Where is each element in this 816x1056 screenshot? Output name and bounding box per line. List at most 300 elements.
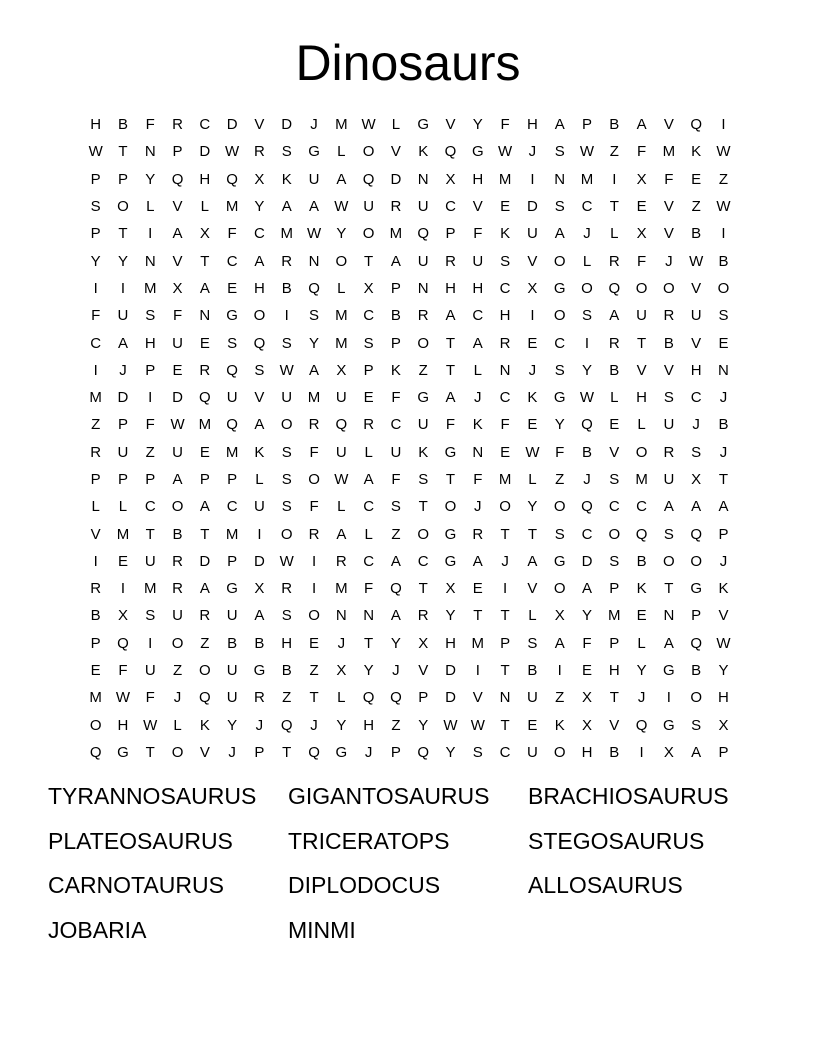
grid-letter: F <box>582 634 592 652</box>
grid-letter: M <box>635 471 648 488</box>
grid-letter: O <box>553 252 566 270</box>
grid-letter: P <box>227 552 238 570</box>
grid-letter: Z <box>609 143 619 161</box>
grid-letter: L <box>610 225 619 243</box>
grid-row <box>82 684 742 711</box>
grid-letter: K <box>636 580 647 598</box>
grid-letter: C <box>199 116 211 134</box>
grid-letter: O <box>89 716 102 734</box>
grid-letter: U <box>144 662 156 680</box>
grid-letter: W <box>579 389 595 407</box>
grid-letter: Q <box>608 279 621 297</box>
grid-letter: Q <box>362 170 375 188</box>
grid-letter: Y <box>309 334 320 352</box>
grid-letter: H <box>254 279 265 297</box>
grid-letter: R <box>417 307 429 325</box>
grid-letter: R <box>663 443 675 461</box>
grid-letter: T <box>200 252 210 270</box>
grid-row <box>82 220 742 247</box>
grid-letter: O <box>171 743 184 761</box>
grid-letter: V <box>445 116 456 134</box>
grid-letter: X <box>636 225 647 243</box>
grid-letter: Q <box>117 634 129 652</box>
grid-letter: N <box>554 170 566 188</box>
grid-letter: S <box>145 607 156 625</box>
grid-letter: Q <box>226 361 238 379</box>
grid-letter: O <box>362 225 375 243</box>
grid-letter: G <box>553 552 566 570</box>
grid-letter: Q <box>690 525 703 543</box>
grid-letter: A <box>718 498 729 516</box>
grid-letter: F <box>309 498 319 516</box>
grid-letter: X <box>199 225 210 243</box>
grid-letter: W <box>334 471 349 488</box>
grid-letter: W <box>279 552 294 570</box>
grid-letter: W <box>306 225 322 243</box>
grid-letter: G <box>253 662 266 680</box>
grid-letter: K <box>281 170 292 188</box>
grid-letter: V <box>663 225 674 243</box>
grid-letter: G <box>117 743 129 761</box>
grid-letter: W <box>716 198 731 216</box>
grid-letter: P <box>90 170 101 188</box>
grid-letter: L <box>337 689 346 707</box>
grid-letter: Q <box>226 170 238 188</box>
grid-letter: I <box>721 225 726 243</box>
grid-letter: H <box>445 279 456 297</box>
grid-letter: T <box>282 743 292 761</box>
grid-letter: C <box>363 498 375 516</box>
grid-letter: I <box>557 662 562 680</box>
grid-letter: U <box>335 389 347 407</box>
grid-letter: K <box>718 580 729 598</box>
grid-letter: D <box>199 552 211 570</box>
grid-letter: G <box>417 116 430 134</box>
grid-letter: U <box>117 443 129 461</box>
grid-row <box>82 602 742 629</box>
grid-letter: B <box>117 116 128 134</box>
grid-letter: Q <box>581 416 593 434</box>
grid-letter: D <box>445 689 456 707</box>
grid-letter: S <box>554 143 565 161</box>
grid-letter: J <box>310 116 318 134</box>
grid-letter: X <box>636 170 647 188</box>
grid-letter: B <box>609 743 620 761</box>
grid-letter: V <box>718 607 729 625</box>
grid-letter: V <box>609 716 620 734</box>
word-list-item: TYRANNOSAURUS <box>48 783 257 809</box>
grid-letter: Z <box>691 198 701 216</box>
grid-letter: E <box>691 170 702 188</box>
grid-letter: A <box>199 498 210 516</box>
grid-letter: U <box>335 443 347 461</box>
grid-letter: G <box>226 580 238 598</box>
grid-letter: C <box>90 334 102 352</box>
grid-letter: C <box>226 498 238 516</box>
grid-row <box>82 493 742 520</box>
grid-letter: Q <box>581 498 593 516</box>
grid-letter: A <box>199 279 210 297</box>
grid-letter: L <box>364 443 373 461</box>
grid-letter: S <box>718 307 729 325</box>
grid-letter: A <box>363 471 374 488</box>
grid-letter: X <box>554 607 565 625</box>
grid-letter: I <box>93 279 98 297</box>
grid-letter: J <box>583 225 591 243</box>
grid-letter: F <box>555 443 565 461</box>
grid-letter: B <box>718 416 729 434</box>
grid-letter: O <box>553 743 566 761</box>
grid-letter: O <box>499 498 511 516</box>
grid-letter: P <box>581 116 592 134</box>
grid-letter: O <box>280 416 293 434</box>
grid-letter: G <box>444 552 457 570</box>
grid-letter: O <box>444 498 457 516</box>
grid-letter: M <box>498 170 512 188</box>
grid-letter: W <box>225 143 240 161</box>
grid-letter: G <box>663 662 675 680</box>
grid-letter: W <box>716 634 731 652</box>
grid-letter: A <box>309 361 320 379</box>
grid-letter: Y <box>390 634 401 652</box>
grid-row <box>82 520 742 547</box>
grid-letter: V <box>527 580 538 598</box>
grid-letter: A <box>390 607 401 625</box>
grid-letter: H <box>445 634 456 652</box>
grid-letter: S <box>581 307 592 325</box>
grid-letter: W <box>170 416 185 434</box>
grid-letter: R <box>172 580 183 598</box>
grid-letter: P <box>718 743 729 761</box>
grid-letter: X <box>581 716 592 734</box>
grid-letter: J <box>637 689 646 707</box>
grid-letter: S <box>363 334 374 352</box>
grid-letter: M <box>389 225 403 243</box>
grid-letter: A <box>445 389 456 407</box>
grid-letter: Q <box>390 689 402 707</box>
grid-letter: L <box>200 198 209 216</box>
grid-letter: W <box>88 143 103 161</box>
grid-letter: A <box>172 225 183 243</box>
grid-letter: S <box>309 307 320 325</box>
grid-letter: C <box>636 498 647 516</box>
grid-letter: W <box>143 716 158 734</box>
grid-letter: W <box>361 116 376 134</box>
grid-letter: R <box>254 689 265 707</box>
grid-letter: T <box>145 525 155 543</box>
grid-letter: A <box>281 198 292 216</box>
grid-letter: N <box>417 279 429 297</box>
grid-letter: R <box>390 198 402 216</box>
grid-letter: V <box>663 116 674 134</box>
grid-letter: P <box>718 525 729 543</box>
grid-letter: S <box>281 143 292 161</box>
grid-letter: F <box>473 225 483 243</box>
grid-letter: Y <box>418 716 429 734</box>
grid-letter: N <box>144 252 156 270</box>
grid-letter: Y <box>363 662 374 680</box>
grid-letter: A <box>663 634 674 652</box>
grid-row <box>82 712 742 739</box>
grid-letter: U <box>226 689 238 707</box>
grid-letter: H <box>608 662 620 680</box>
grid-letter: Y <box>445 607 456 625</box>
grid-letter: D <box>281 116 293 134</box>
grid-letter: F <box>145 116 155 134</box>
grid-letter: L <box>582 252 592 270</box>
grid-letter: M <box>225 525 239 543</box>
grid-letter: P <box>418 689 429 707</box>
grid-letter: U <box>417 416 429 434</box>
word-list-item: ALLOSAURUS <box>528 872 683 898</box>
grid-letter: Q <box>308 743 320 761</box>
grid-letter: Y <box>145 170 156 188</box>
grid-letter: T <box>118 225 128 243</box>
grid-letter: U <box>417 198 429 216</box>
grid-letter: P <box>90 634 101 652</box>
grid-letter: R <box>254 143 265 161</box>
grid-letter: C <box>554 334 566 352</box>
grid-letter: U <box>472 252 484 270</box>
grid-letter: Q <box>362 689 375 707</box>
grid-letter: D <box>172 389 183 407</box>
grid-letter: D <box>199 143 211 161</box>
grid-letter: T <box>500 607 510 625</box>
grid-letter: F <box>637 143 647 161</box>
grid-letter: Y <box>581 361 592 379</box>
grid-letter: H <box>718 689 729 707</box>
grid-letter: J <box>119 361 127 379</box>
grid-letter: N <box>335 607 347 625</box>
grid-letter: M <box>225 198 239 216</box>
grid-letter: L <box>255 471 264 488</box>
grid-letter: L <box>473 361 482 379</box>
grid-letter: A <box>691 498 702 516</box>
grid-letter: N <box>144 143 156 161</box>
grid-letter: X <box>445 580 456 598</box>
grid-letter: U <box>417 252 429 270</box>
grid-letter: I <box>612 170 617 188</box>
grid-letter: N <box>499 361 511 379</box>
grid-row <box>82 275 742 302</box>
grid-letter: X <box>172 279 183 297</box>
grid-letter: N <box>199 307 211 325</box>
grid-letter: V <box>527 252 538 270</box>
grid-letter: P <box>390 334 401 352</box>
grid-letter: E <box>581 662 592 680</box>
grid-letter: Z <box>309 662 319 680</box>
grid-letter: I <box>148 389 153 407</box>
grid-letter: U <box>636 307 647 325</box>
grid-letter: G <box>690 580 703 598</box>
grid-letter: K <box>254 443 265 461</box>
grid-letter: E <box>500 443 511 461</box>
grid-letter: M <box>143 279 157 297</box>
grid-letter: M <box>335 307 348 325</box>
grid-letter: A <box>663 498 674 516</box>
grid-letter: T <box>718 471 729 488</box>
grid-letter: O <box>635 279 648 297</box>
grid-letter: Q <box>89 743 102 761</box>
grid-letter: U <box>281 389 293 407</box>
grid-letter: W <box>716 143 731 161</box>
grid-letter: Y <box>336 225 347 243</box>
grid-letter: Z <box>282 689 292 707</box>
grid-letter: X <box>581 689 592 707</box>
grid-letter: V <box>691 334 702 352</box>
grid-letter: L <box>637 634 646 652</box>
grid-letter: E <box>309 634 320 652</box>
word-list-item: CARNOTAURUS <box>48 872 224 898</box>
grid-letter: I <box>93 361 98 379</box>
grid-letter: T <box>609 198 619 216</box>
grid-letter: A <box>609 307 620 325</box>
grid-letter: H <box>199 170 211 188</box>
grid-letter: J <box>228 743 236 761</box>
grid-letter: G <box>471 143 484 161</box>
grid-letter: S <box>472 743 483 761</box>
grid-letter: R <box>663 307 675 325</box>
grid-letter: W <box>525 443 540 461</box>
grid-letter: R <box>281 580 293 598</box>
grid-letter: E <box>363 389 374 407</box>
grid-letter: Z <box>391 525 401 543</box>
grid-letter: P <box>691 607 702 625</box>
grid-letter: L <box>337 279 346 297</box>
word-list-item: BRACHIOSAURUS <box>528 783 729 809</box>
grid-letter: F <box>500 116 510 134</box>
grid-letter: J <box>528 361 537 379</box>
grid-letter: U <box>526 689 538 707</box>
grid-letter: R <box>335 552 347 570</box>
grid-letter: F <box>445 416 456 434</box>
grid-letter: E <box>227 279 238 297</box>
grid-letter: A <box>636 116 647 134</box>
word-list-item: MINMI <box>288 916 356 943</box>
grid-letter: F <box>473 471 483 488</box>
grid-letter: K <box>527 389 538 407</box>
grid-letter: P <box>117 416 128 434</box>
grid-letter: A <box>554 225 565 243</box>
grid-letter: T <box>664 580 674 598</box>
grid-letter: C <box>226 252 238 270</box>
grid-letter: R <box>172 116 183 134</box>
grid-letter: M <box>143 580 157 598</box>
grid-letter: R <box>199 607 211 625</box>
grid-letter: D <box>117 389 129 407</box>
grid-letter: V <box>472 198 483 216</box>
grid-letter: H <box>472 170 484 188</box>
grid-letter: L <box>364 525 373 543</box>
grid-letter: T <box>500 525 510 543</box>
grid-letter: P <box>445 225 456 243</box>
grid-letter: J <box>501 552 509 570</box>
grid-letter: J <box>173 689 182 707</box>
grid-letter: U <box>172 607 183 625</box>
grid-letter: S <box>418 471 429 488</box>
grid-letter: E <box>90 662 101 680</box>
grid-letter: Q <box>308 279 320 297</box>
grid-letter: I <box>721 116 726 134</box>
word-list <box>48 774 768 952</box>
grid-letter: H <box>636 389 647 407</box>
grid-row <box>82 247 742 274</box>
grid-letter: M <box>335 334 348 352</box>
grid-letter: P <box>227 471 238 488</box>
grid-letter: J <box>255 716 264 734</box>
grid-letter: S <box>554 198 565 216</box>
grid-letter: D <box>226 116 238 134</box>
grid-letter: S <box>281 443 292 461</box>
grid-letter: O <box>335 252 348 270</box>
grid-letter: A <box>445 307 456 325</box>
grid-letter: B <box>609 116 620 134</box>
grid-letter: F <box>309 443 319 461</box>
grid-letter: V <box>172 252 183 270</box>
grid-letter: Z <box>555 471 565 488</box>
grid-letter: O <box>199 662 211 680</box>
grid-letter: L <box>528 607 537 625</box>
grid-letter: F <box>145 689 155 707</box>
grid-letter: A <box>336 170 347 188</box>
grid-letter: O <box>417 334 430 352</box>
grid-letter: P <box>390 279 401 297</box>
grid-letter: Q <box>417 743 430 761</box>
grid-letter: O <box>171 634 184 652</box>
page-title: Dinosaurs <box>295 35 521 91</box>
grid-letter: Q <box>226 416 238 434</box>
grid-letter: R <box>308 525 320 543</box>
grid-letter: S <box>691 716 702 734</box>
grid-letter: W <box>579 143 595 161</box>
grid-letter: T <box>200 525 210 543</box>
word-list-item: STEGOSAURUS <box>528 827 705 854</box>
grid-letter: N <box>718 361 729 379</box>
grid-letter: F <box>391 389 401 407</box>
grid-letter: R <box>172 552 183 570</box>
grid-letter: D <box>526 198 538 216</box>
grid-letter: V <box>609 443 620 461</box>
grid-letter: V <box>663 198 674 216</box>
grid-letter: S <box>691 443 702 461</box>
grid-letter: H <box>472 279 484 297</box>
grid-letter: S <box>390 498 401 516</box>
grid-letter: F <box>500 416 510 434</box>
grid-letter: A <box>554 116 565 134</box>
grid-letter: O <box>553 580 566 598</box>
grid-letter: K <box>691 143 702 161</box>
grid-letter: T <box>418 580 428 598</box>
grid-letter: I <box>284 307 289 325</box>
grid-letter: O <box>553 498 566 516</box>
grid-letter: E <box>527 416 538 434</box>
grid-letter: Z <box>172 662 183 680</box>
grid-letter: T <box>418 498 428 516</box>
grid-letter: K <box>500 225 511 243</box>
grid-letter: C <box>499 279 511 297</box>
grid-row <box>82 111 742 138</box>
grid-letter: P <box>254 743 265 761</box>
grid-letter: W <box>498 143 513 161</box>
grid-letter: F <box>364 580 374 598</box>
grid-letter: J <box>583 471 591 488</box>
grid-letter: T <box>500 716 510 734</box>
grid-letter: M <box>89 389 102 407</box>
grid-letter: S <box>663 525 674 543</box>
grid-letter: R <box>90 580 102 598</box>
grid-letter: Q <box>444 143 457 161</box>
grid-letter: J <box>392 662 400 680</box>
